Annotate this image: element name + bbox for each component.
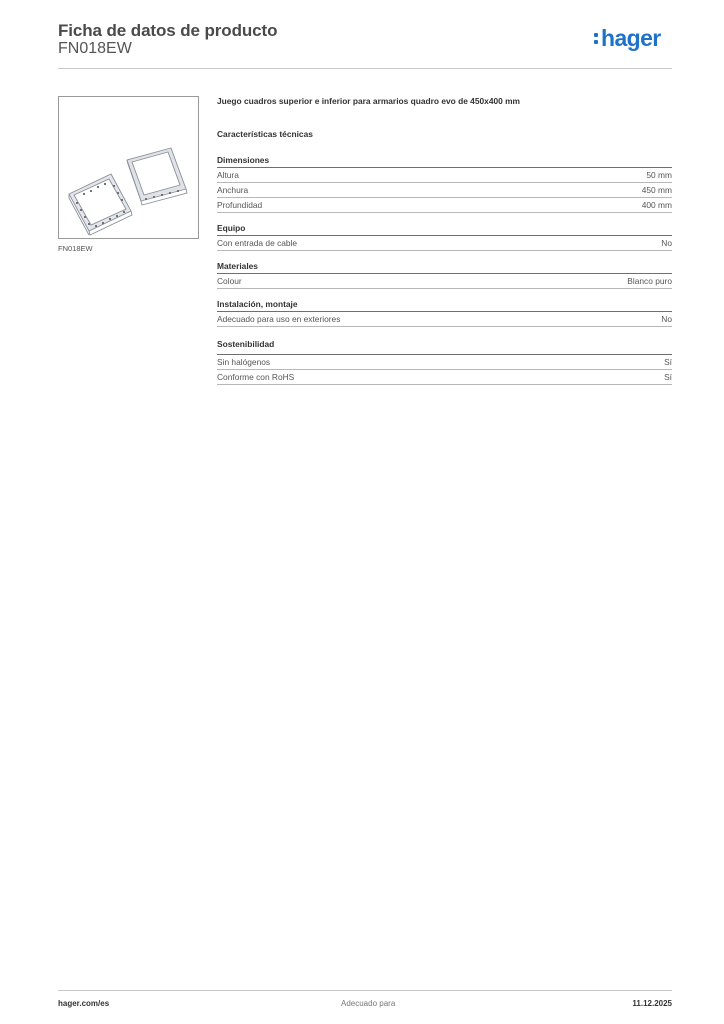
section-equipo [217, 223, 672, 251]
spec-value: 400 mm [641, 200, 672, 210]
spec-label: Sin halógenos [217, 357, 271, 367]
technical-characteristics-title: Características técnicas [217, 129, 313, 139]
spec-row [217, 236, 672, 251]
image-caption: FN018EW [58, 244, 93, 253]
spec-label: Adecuado para uso en exteriores [217, 314, 341, 324]
spec-value: No [661, 238, 672, 248]
spec-value: Sí [664, 372, 672, 382]
product-image [58, 96, 199, 239]
spec-row [217, 355, 672, 370]
spec-label: Con entrada de cable [217, 238, 298, 248]
section-title: Instalación, montaje [217, 299, 672, 312]
footer-center-text: Adecuado para [341, 999, 396, 1008]
section-materiales [217, 261, 672, 289]
spec-label: Altura [217, 170, 239, 180]
page-title: Ficha de datos de producto [58, 21, 278, 40]
spec-row [217, 274, 672, 289]
section-title: Materiales [217, 261, 672, 274]
footer-divider [58, 990, 672, 991]
spec-value: Blanco puro [627, 276, 672, 286]
spec-value: Sí [664, 357, 672, 367]
product-code: FN018EW [58, 40, 132, 57]
section-sostenibilidad [217, 339, 672, 385]
frame-set-illustration [59, 97, 198, 238]
section-title: Dimensiones [217, 155, 672, 168]
spec-label: Anchura [217, 185, 249, 195]
product-details [217, 96, 672, 385]
section-dimensiones [217, 155, 672, 213]
spec-label: Conforme con RoHS [217, 372, 295, 382]
footer-website-link[interactable]: hager.com/es [58, 999, 110, 1008]
section-title: Sostenibilidad [217, 339, 672, 355]
spec-row [217, 168, 672, 183]
spec-label: Colour [217, 276, 242, 286]
product-description: Juego cuadros superior e inferior para armarios quadro evo de 450x400 mm [217, 96, 521, 106]
spec-value: 450 mm [641, 185, 672, 195]
hager-logo [594, 27, 661, 50]
section-title: Equipo [217, 223, 672, 236]
logo-dots-icon [594, 30, 600, 46]
spec-row [217, 370, 672, 385]
spec-row [217, 312, 672, 327]
footer-date: 11.12.2025 [632, 999, 672, 1008]
spec-row [217, 198, 672, 213]
spec-value: 50 mm [646, 170, 672, 180]
spec-value: No [661, 314, 672, 324]
spec-label: Profundidad [217, 200, 263, 210]
section-instalacion-montaje [217, 299, 672, 327]
logo-text: hager [601, 25, 661, 51]
spec-row [217, 183, 672, 198]
header-divider [58, 68, 672, 69]
